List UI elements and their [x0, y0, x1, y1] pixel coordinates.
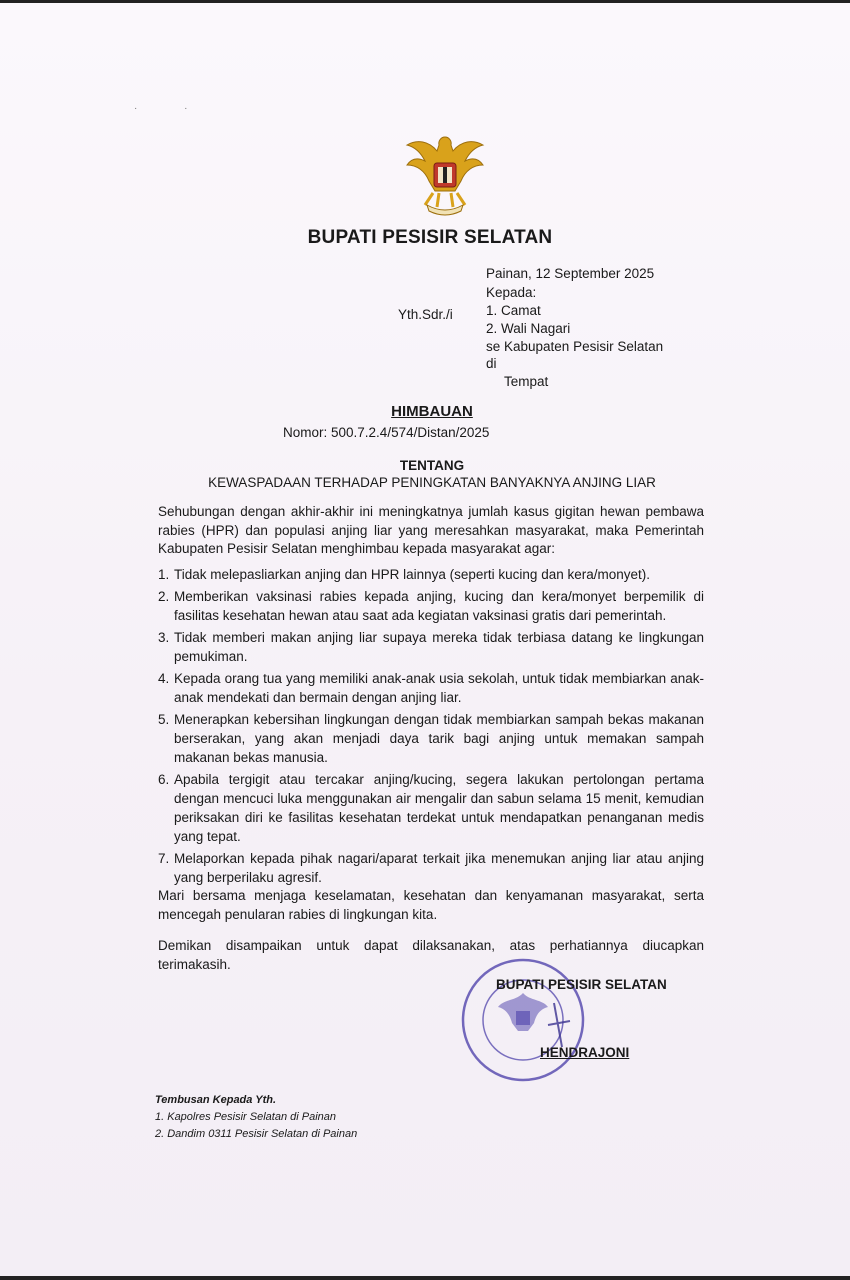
- bottom-border: [0, 1276, 850, 1280]
- document-heading: HIMBAUAN: [391, 403, 473, 420]
- document-subject: KEWASPADAAN TERHADAP PENINGKATAN BANYAKNYA ANJING LIAR: [208, 475, 656, 490]
- recipient-3: se Kabupaten Pesisir Selatan: [486, 339, 664, 354]
- place-date: Painan, 12 September 2025: [486, 266, 655, 281]
- to-label: Kepada:: [486, 285, 537, 300]
- official-stamp-icon: [458, 955, 588, 1085]
- signatory-name: HENDRAJONI: [540, 1045, 630, 1060]
- nomor-label: Nomor:: [283, 425, 328, 440]
- list-item: 3. Tidak memberi makan anjing liar supaya mereka tidak terbiasa datang ke lingkungan pemukiman.: [158, 630, 704, 664]
- list-item: 4. Kepada orang tua yang memiliki anak-anak usia sekolah, untuk tidak membiarkan anak-anak mendekati dan bermain dengan anjing liar.: [158, 671, 704, 705]
- instruction-list: [158, 565, 704, 890]
- garuda-emblem-icon: [403, 131, 487, 217]
- list-item: 2. Memberikan vaksinasi rabies kepada anjing, kucing dan kera/monyet berpemilik di fasilitas kesehatan hewan atau saat ada kegiatan vaksinasi gratis dari pemerintah.: [158, 589, 704, 623]
- document-number: [283, 425, 489, 440]
- intro-paragraph: Sehubungan dengan akhir-akhir ini meningkatnya jumlah kasus gigitan hewan pembawa rabies (HPR) dan populasi anjing liar yang meresahkan masyarakat, maka Pemerintah Kabupaten Pesisir Selatan menghimbau kepada masyarakat agar:: [158, 504, 704, 556]
- issuer-title: BUPATI PESISIR SELATAN: [307, 227, 553, 248]
- closing-paragraph-2: Demikan disampaikan untuk dapat dilaksanakan, atas perhatiannya diucapkan terimakasih.: [158, 938, 704, 972]
- nomor-value: 500.7.2.4/574/Distan/2025: [327, 425, 490, 440]
- list-item: 6. Apabila tergigit atau tercakar anjing/kucing, segera lakukan pertolongan pertama dengan mencuci luka menggunakan air mengalir dan sabun selama 15 menit, kemudian periksakan diri ke fasilitas kesehatan terdekat untuk mendapatkan penanganan medis yang tepat.: [158, 772, 704, 844]
- closing-paragraph-1: Mari bersama menjaga keselamatan, kesehatan dan kenyamanan masyarakat, serta mencegah penularan rabies di lingkungan kita.: [158, 888, 704, 922]
- signatory-title: BUPATI PESISIR SELATAN: [496, 977, 667, 992]
- cc-label: Tembusan Kepada Yth.: [155, 1094, 277, 1106]
- list-item: 5. Menerapkan kebersihan lingkungan dengan tidak membiarkan sampah bekas makanan berserakan, yang akan menjadi daya tarik bagi anjing untuk memakan sampah makanan bekas manusia.: [158, 712, 704, 765]
- yth-label: Yth.Sdr./i: [398, 307, 453, 322]
- list-item: 7. Melaporkan kepada pihak nagari/aparat terkait jika menemukan anjing liar atau anjing yang berperilaku agresif.: [158, 851, 704, 885]
- di-label: di: [486, 356, 497, 371]
- tempat-label: Tempat: [504, 374, 549, 389]
- recipient-2: 2. Wali Nagari: [486, 321, 571, 336]
- cc-item: 1. Kapolres Pesisir Selatan di Painan: [155, 1111, 336, 1123]
- tentang-label: TENTANG: [399, 458, 465, 473]
- scan-specks: · ·: [134, 103, 210, 114]
- list-item: 1. Tidak melepasliarkan anjing dan HPR lainnya (seperti kucing dan kera/monyet).: [158, 567, 650, 582]
- recipient-1: 1. Camat: [486, 303, 541, 318]
- cc-item: 2. Dandim 0311 Pesisir Selatan di Painan: [155, 1128, 358, 1140]
- letter-page: [0, 3, 850, 1276]
